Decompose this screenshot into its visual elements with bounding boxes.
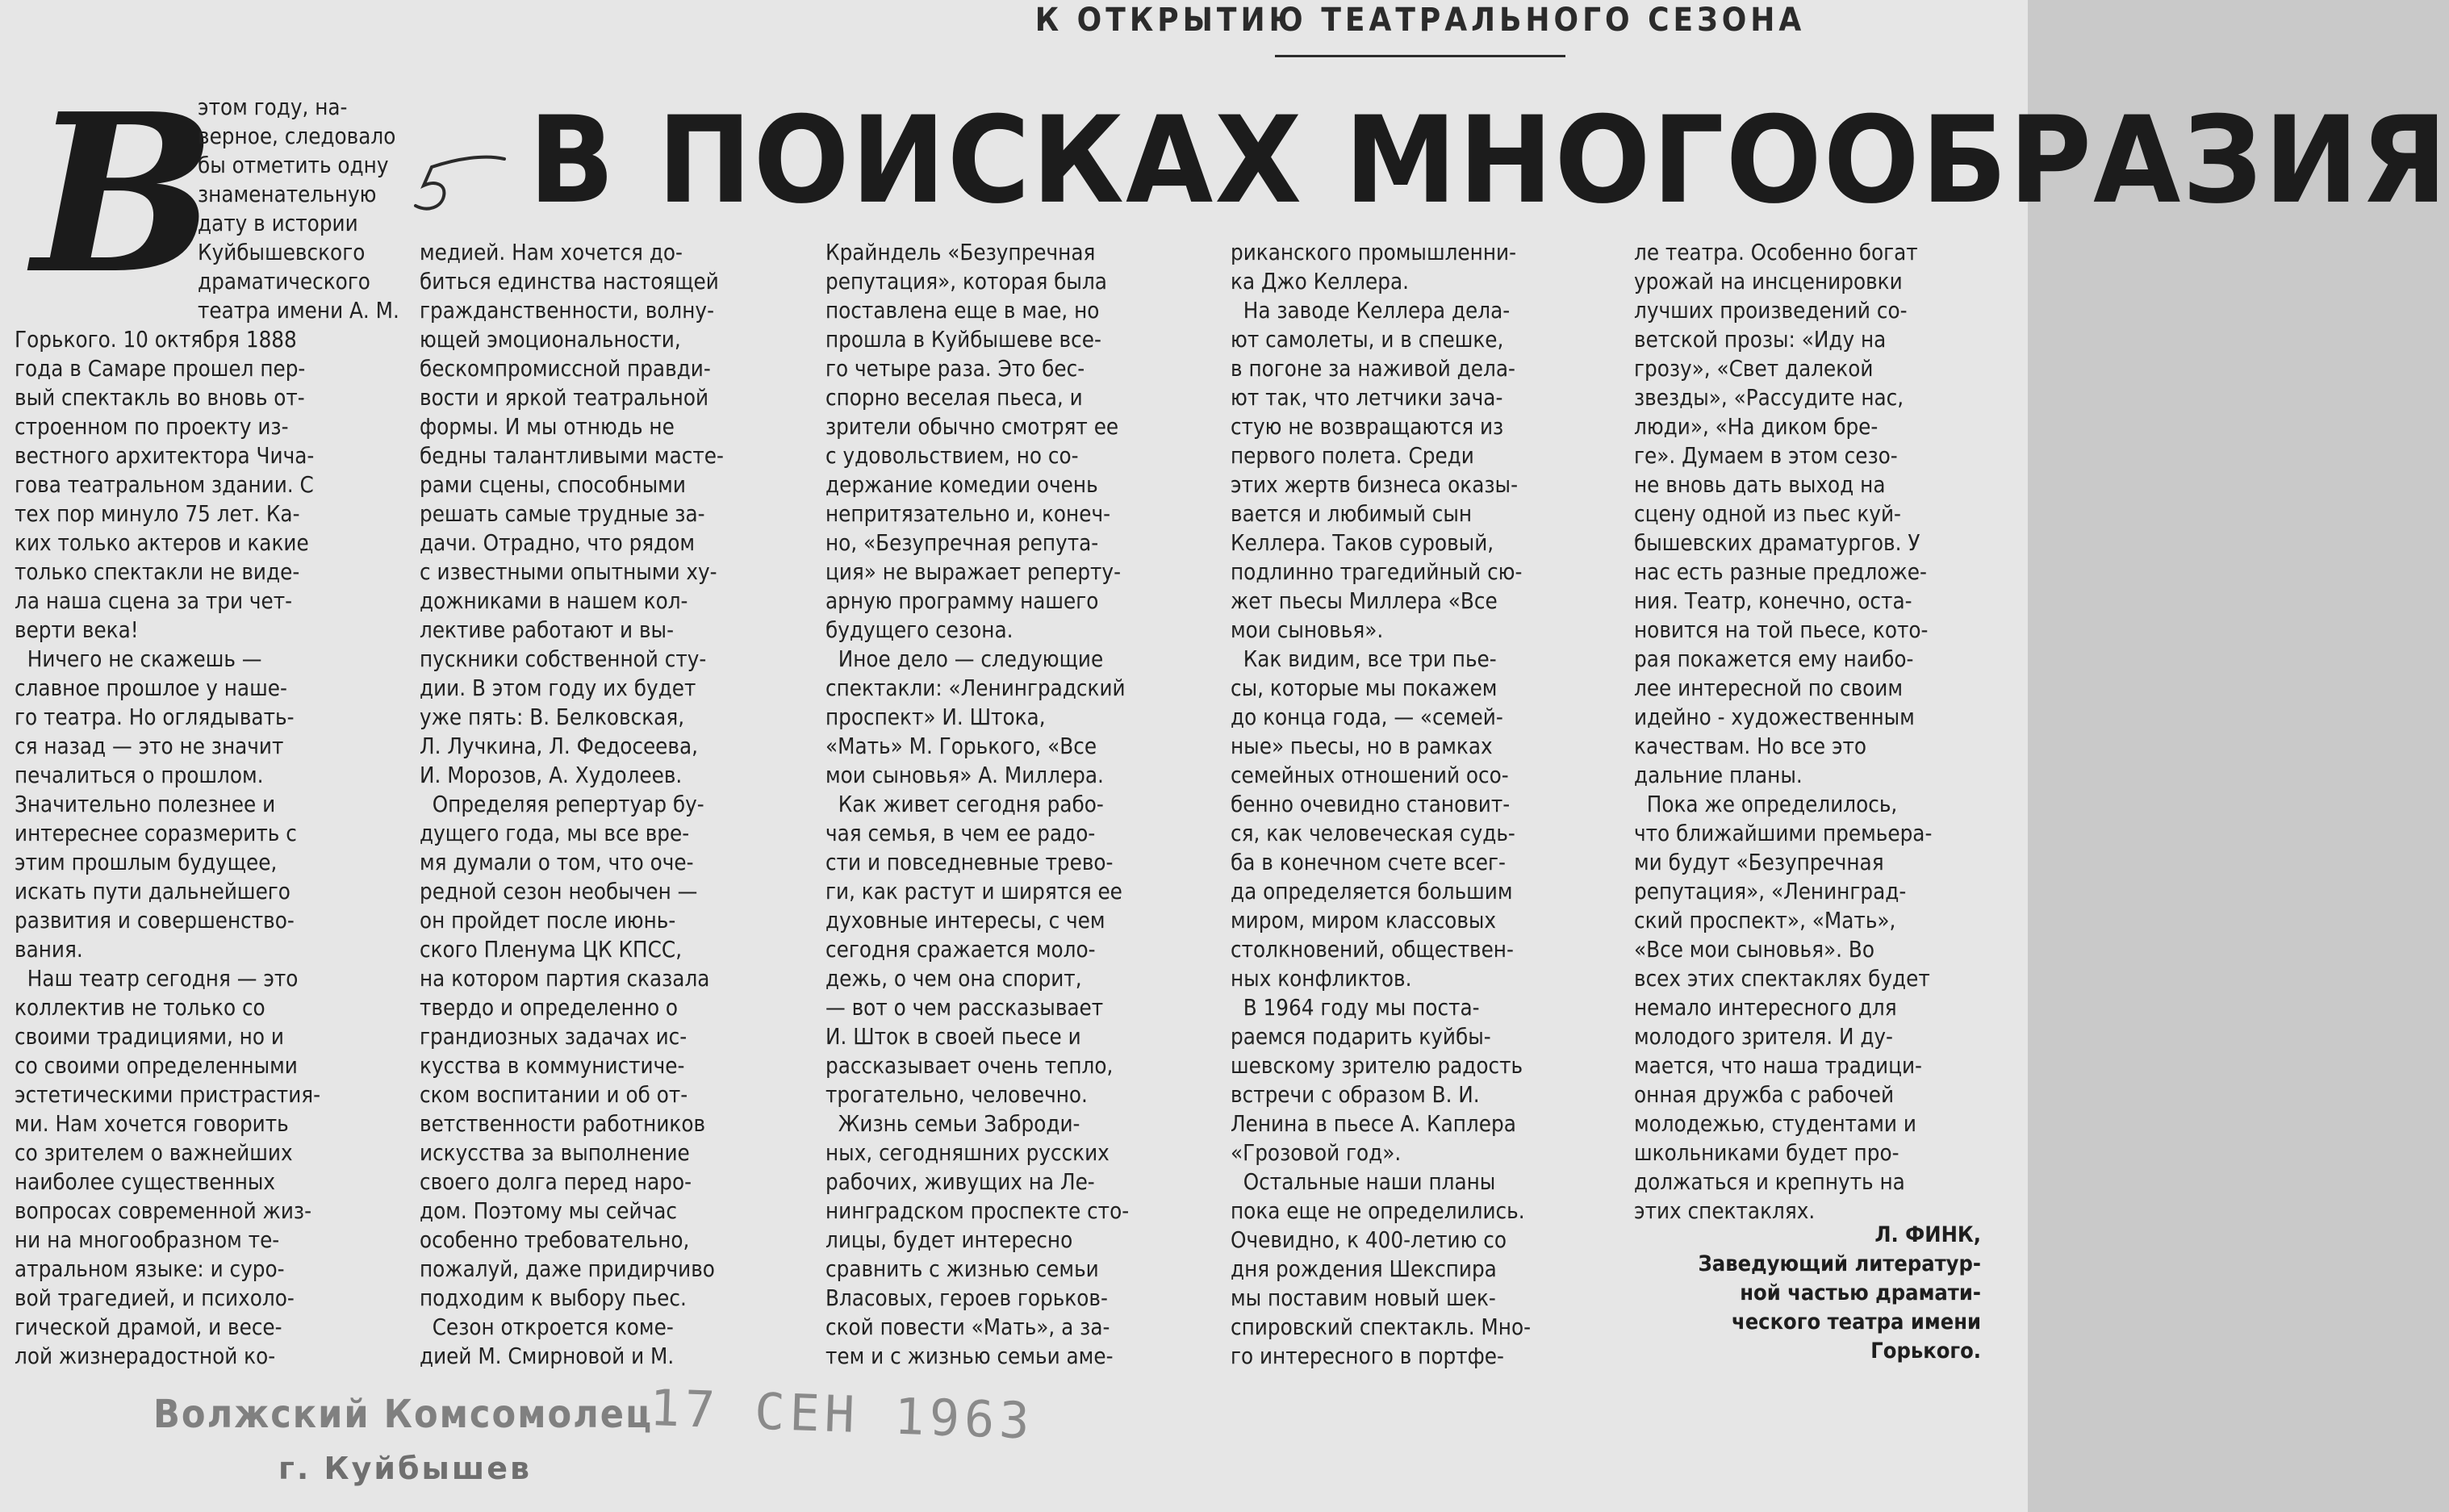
- article-headline: В ПОИСКАХ МНОГООБРАЗИЯ: [529, 91, 2449, 231]
- article-column-5: ле театра. Особенно богат урожай на инсценировки лучших произведений со- ветской прозы: «Иду на грозу», «Свет далекой звезды», «Рассудите нас, люди», «На диком бре- ге». Думаем в этом сезо- не вновь дать выход на сцену одной из пьес куй- бышевских драматургов. У нас есть разные предложе- ния. Театр, конечно, оста- новится на той пьесе, кото- рая покажется ему наибо- лее интересной по своим идейно - художественным качествам. Но все это дальние планы. Пока же определилось, что ближайшими премьера- ми будут «Безупречная репутация», «Ленинград- ский проспект», «Мать», «Все мои сыновья». Во всех этих спектаклях будет немало интересного для молодого зрителя. И ду- мается, что наша традици- онная дружба с рабочей молодежью, студентами и школьниками будет про- должаться и крепнуть на этих спектаклях.: [1634, 240, 1933, 1224]
- article-column-2: медией. Нам хочется до- биться единства настоящей гражданственности, волну- ющей эмоциональности, бескомпромиссной правди- вости и яркой театральной формы. И мы отнюдь не бедны талантливыми масте- рами сцены, способными решать самые трудные за- дачи. Отрадно, что рядом с известными опытными ху- дожниками в нашем кол- лективе работают и вы- пускники собственной сту- дии. В этом году их будет уже пять: В. Белковская, Л. Лучкина, Л. Федосеева, И. Морозов, А. Худолеев. Определяя репертуар бу- дущего года, мы все вре- мя думали о том, что оче- редной сезон необычен — он пройдет после июнь- ского Пленума ЦК КПСС, на котором партия сказала твердо и определенно о грандиозных задачах ис- кусства в коммунистиче- ском воспитании и об от- ветственности работников искусства за выполнение своего долга перед наро- дом. Поэтому мы сейчас особенно требовательно, пожалуй, даже придирчиво подходим к выбору пьес. Сезон откроется коме- дией М. Смирновой и М.: [420, 240, 724, 1369]
- article-column-1: Горького. 10 октября 1888 года в Самаре прошел пер- вый спектакль во вновь от- строенном по проекту из- вестного архитектора Чича- гова театральном здании. С тех пор минуло 75 лет. Ка- ких только актеров и какие только спектакли не виде- ла наша сцена за три чет- верти века! Ничего не скажешь — славное прошлое у наше- го театра. Но оглядывать- ся назад — это не значит печалиться о прошлом. Значительно полезнее и интереснее соразмерить с этим прошлым будущее, искать пути дальнейшего развития и совершенство- вания. Наш театр сегодня — это коллектив не только со своими традициями, но и со своими определенными эстетическими пристрастия- ми. Нам хочется говорить со зрителем о важнейших наиболее существенных вопросах современной жиз- ни на многообразном те- атральном языке: и суро- вой трагедией, и психоло- гической драмой, и весе- лой жизнерадостной ко-: [15, 327, 321, 1369]
- city-stamp: г. Куйбышев: [278, 1451, 533, 1486]
- rubric-underline: [1275, 55, 1565, 57]
- article-column-4: риканского промышленни- ка Джо Келлера. На заводе Келлера дела- ют самолеты, и в спешке, в погоне за наживой дела- ют так, что летчики зача- стую не возвращаются из первого полета. Среди этих жертв бизнеса оказы- вается и любимый сын Келлера. Таков суровый, подлинно трагедийный сю- жет пьесы Миллера «Все мои сыновья». Как видим, все три пье- сы, которые мы покажем до конца года, — «семей- ные» пьесы, но в рамках семейных отношений осо- бенно очевидно становит- ся, как человеческая судь- ба в конечном счете всег- да определяется большим миром, миром классовых столкновений, обществен- ных конфликтов. В 1964 году мы поста- раемся подарить куйбы- шевскому зрителю радость встречи с образом В. И. Ленина в пьесе А. Каплера «Грозовой год». Остальные наши планы пока еще не определились. Очевидно, к 400-летию со дня рождения Шекспира мы поставим новый шек- спировский спектакль. Мно- го интересного в портфе-: [1231, 240, 1532, 1369]
- article-column-1-top: этом году, на- верное, следовало бы отметить одну знаменательную дату в истории Куйбышевского драматического театра имени А. М.: [198, 94, 399, 324]
- section-rubric: К ОТКРЫТИЮ ТЕАТРАЛЬНОГО СЕЗОНА: [1034, 2, 1806, 39]
- date-stamp: 17 СЕН 1963: [649, 1378, 1035, 1451]
- drop-cap: В: [32, 65, 217, 322]
- article-column-3: Крайндель «Безупречная репутация», которая была поставлена еще в мае, но прошла в Куйбышеве все- го четыре раза. Это бес- спорно веселая пьеса, и зрители обычно смотрят ее с удовольствием, но со- держание комедии очень непритязательно и, конеч- но, «Безупречная репута- ция» не выражает реперту- арную программу нашего будущего сезона. Иное дело — следующие спектакли: «Ленинградский проспект» И. Штока, «Мать» М. Горького, «Все мои сыновья» А. Миллера. Как живет сегодня рабо- чая семья, в чем ее радо- сти и повседневные трево- ги, как растут и ширятся ее духовные интересы, с чем сегодня сражается моло- дежь, о чем она спорит, — вот о чем рассказывает И. Шток в своей пьесе и рассказывает очень тепло, трогательно, человечно. Жизнь семьи Заброди- ных, сегодняшних русских рабочих, живущих на Ле- нинградском проспекте сто- лицы, будет интересно сравнить с жизнью семьи Власовых, героев горьков- ской повести «Мать», а за- тем и с жизнью семьи аме-: [825, 240, 1130, 1369]
- newspaper-name-stamp: Волжский Комсомолец: [153, 1392, 654, 1437]
- handwritten-mark-5: [407, 149, 512, 222]
- author-signature: Л. ФИНК, Заведующий литератур- ной частью драмати- ческого театра имени Горького.: [1698, 1222, 1981, 1364]
